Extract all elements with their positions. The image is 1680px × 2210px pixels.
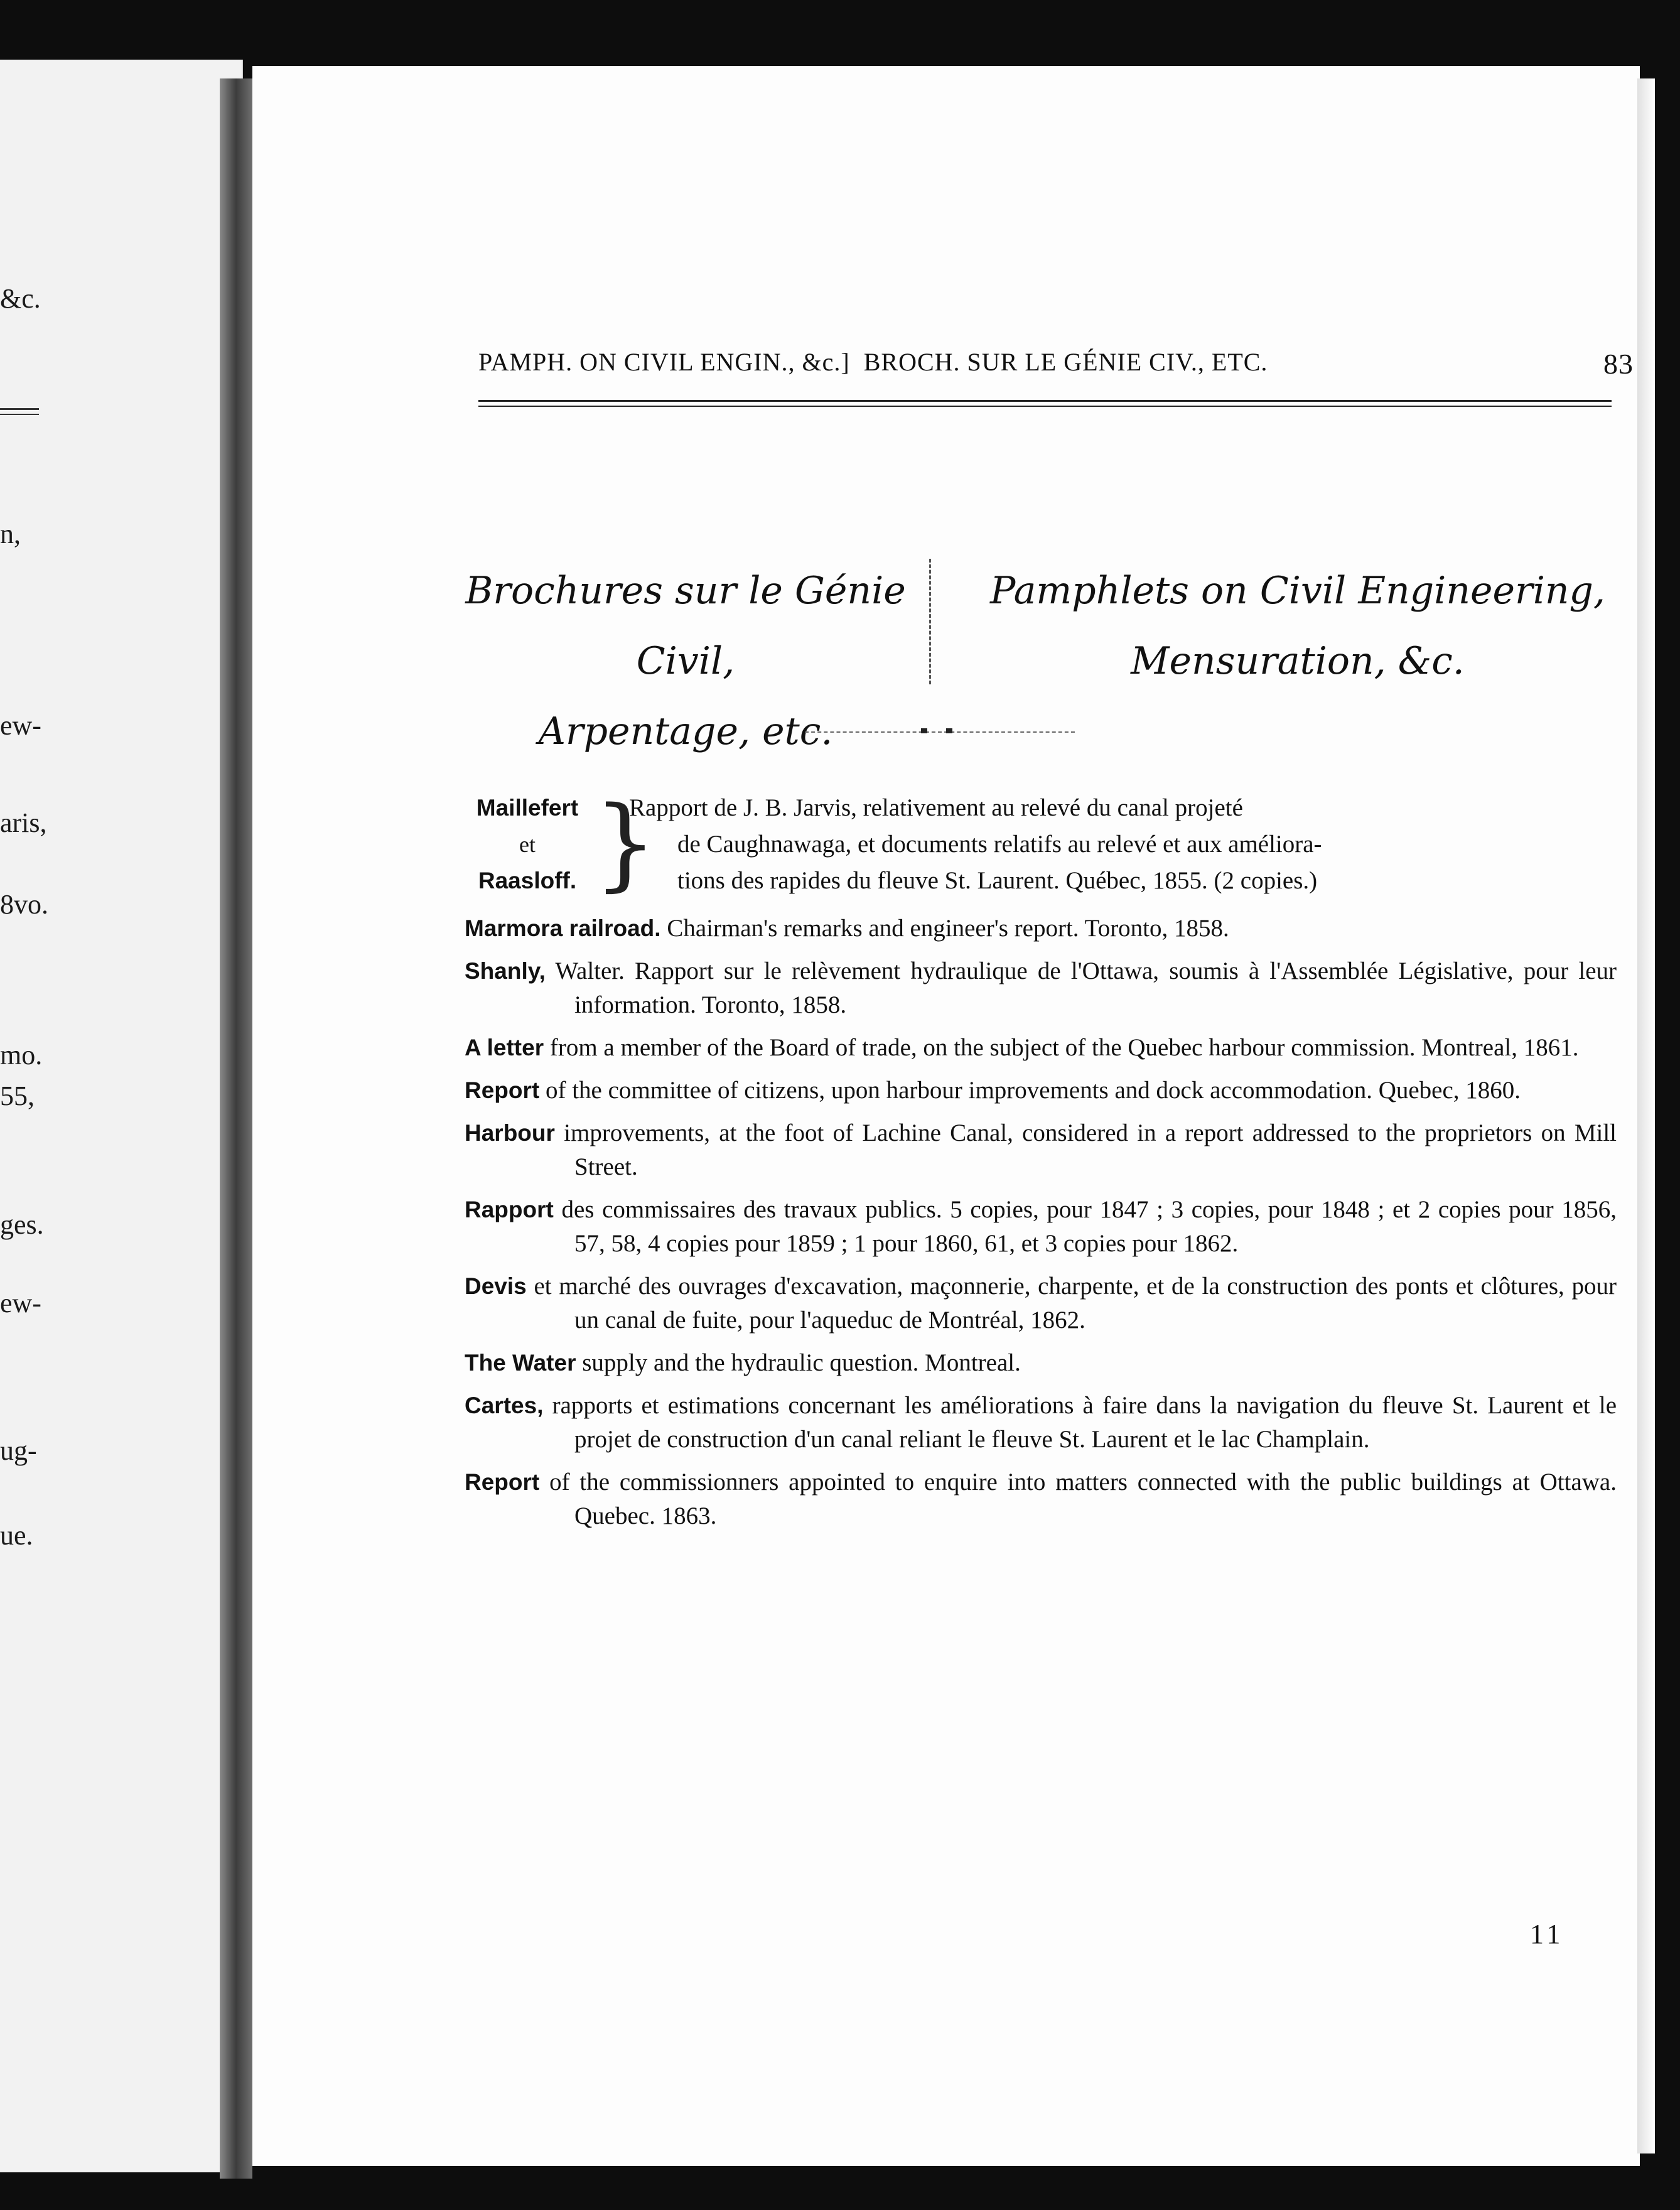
entry-line: de Caughnawaga, et documents relatifs au relevé et aux améliora- (677, 831, 1322, 858)
running-head (478, 347, 1634, 380)
list-item (465, 784, 1617, 907)
list-item (465, 1465, 1617, 1533)
entry-lead: Devis (465, 1273, 527, 1299)
french-title-line-2: Arpentage, etc. (538, 709, 833, 753)
header-rule (478, 400, 1612, 407)
facing-page-text: ue. (0, 1520, 33, 1551)
list-item (465, 1269, 1617, 1337)
facing-page-text: mo. (0, 1040, 43, 1070)
entry-text: et marché des ouvrages d'excavation, maçonnerie, charpente, et de la construction des ponts et clôtures, pour un canal de fuite, pour l'aqueduc de Montréal, 1862. (534, 1273, 1617, 1334)
entry-lead: The Water (465, 1350, 576, 1376)
facing-page-text: &c. (0, 283, 41, 314)
page-number: 83 (1603, 348, 1634, 380)
entry-text: rapports et estimations concernant les améliorations à faire dans la navigation du fleuve St. Laurent et le projet de construction d'un canal reliant le fleuve St. Laurent et le lac Champlain. (552, 1392, 1617, 1453)
section-ornament (805, 731, 1075, 735)
french-title-line-1: Brochures sur le Génie Civil, (465, 569, 906, 683)
english-section-title (959, 556, 1637, 696)
english-title-line-2: Mensuration, &c. (1131, 639, 1465, 683)
list-item (465, 1346, 1617, 1380)
entry-text (629, 790, 1617, 899)
entry-lead: Report (465, 1077, 540, 1103)
entry-text: of the committee of citizens, upon harbour improvements and dock accommodation. Quebec, 1860. (545, 1077, 1521, 1104)
title-divider (929, 559, 931, 684)
facing-page-text: aris, (0, 807, 47, 838)
entry-text: Walter. Rapport sur le relèvement hydraulique de l'Ottawa, soumis à l'Assemblée Législative, pour leur information. Toronto, 1858. (555, 957, 1617, 1018)
facing-page-text: ew- (0, 1288, 41, 1318)
facing-page-text: 55, (0, 1081, 35, 1111)
entry-text: supply and the hydraulic question. Montreal. (582, 1349, 1021, 1376)
author-name: Raasloff. (478, 868, 577, 893)
author-conjunction: et (519, 832, 536, 857)
signature-mark: 11 (1530, 1919, 1564, 1949)
entry-text: of the commissionners appointed to enquire into matters connected with the public buildings at Ottawa. Quebec. 1863. (549, 1469, 1617, 1529)
facing-page-text: ges. (0, 1209, 44, 1240)
facing-page-text: n, (0, 519, 21, 549)
entry-lead: Report (465, 1469, 540, 1495)
entry-lead: Harbour (465, 1120, 555, 1146)
entry-lead: Marmora railroad. (465, 915, 661, 941)
list-item (465, 1074, 1617, 1108)
list-item (465, 912, 1617, 946)
facing-page-text: ew- (0, 710, 41, 741)
list-item (465, 954, 1617, 1022)
facing-page-text: ug- (0, 1435, 37, 1466)
list-item (465, 1116, 1617, 1184)
brace-glyph: } (593, 784, 657, 902)
running-head-left: PAMPH. ON CIVIL ENGIN., &c.] (478, 348, 850, 376)
page (252, 66, 1640, 2166)
entry-lead: Rapport (465, 1197, 554, 1222)
joint-authors (465, 790, 590, 899)
list-item (465, 1389, 1617, 1457)
list-item (465, 1193, 1617, 1261)
list-item (465, 1031, 1617, 1065)
entry-line: Rapport de J. B. Jarvis, relativement au relevé du canal projeté (629, 794, 1243, 821)
english-title-line-1: Pamphlets on Civil Engineering, (989, 569, 1606, 613)
entry-line: tions des rapides du fleuve St. Laurent. Québec, 1855. (2 copies.) (677, 867, 1318, 894)
entry-lead: Cartes, (465, 1393, 544, 1418)
french-section-title (453, 556, 918, 767)
facing-page-rule (0, 408, 39, 415)
entry-lead: Shanly, (465, 958, 546, 984)
entry-text: from a member of the Board of trade, on the subject of the Quebec harbour commission. Montreal, 1861. (549, 1034, 1579, 1061)
author-name: Maillefert (476, 795, 579, 821)
entry-text: Chairman's remarks and engineer's report. Toronto, 1858. (667, 915, 1229, 942)
bibliography-list (465, 784, 1617, 1542)
ornament-dot (946, 728, 952, 733)
ornament-dot (921, 728, 927, 733)
facing-page-fragment (0, 60, 243, 2172)
running-head-right: BROCH. SUR LE GÉNIE CIV., ETC. (863, 348, 1268, 376)
entry-text: improvements, at the foot of Lachine Canal, considered in a report addressed to the proprietors on Mill Street. (564, 1119, 1617, 1180)
page-edge (1637, 78, 1655, 2153)
entry-lead: A letter (465, 1035, 544, 1060)
entry-text: des commissaires des travaux publics. 5 copies, pour 1847 ; 3 copies, pour 1848 ; et 2 copies pour 1856, 57, 58, 4 copies pour 1859 ; 1 pour 1860, 61, et 3 copies pour 1862. (561, 1196, 1617, 1257)
facing-page-text: 8vo. (0, 889, 48, 920)
book-gutter (220, 78, 252, 2179)
